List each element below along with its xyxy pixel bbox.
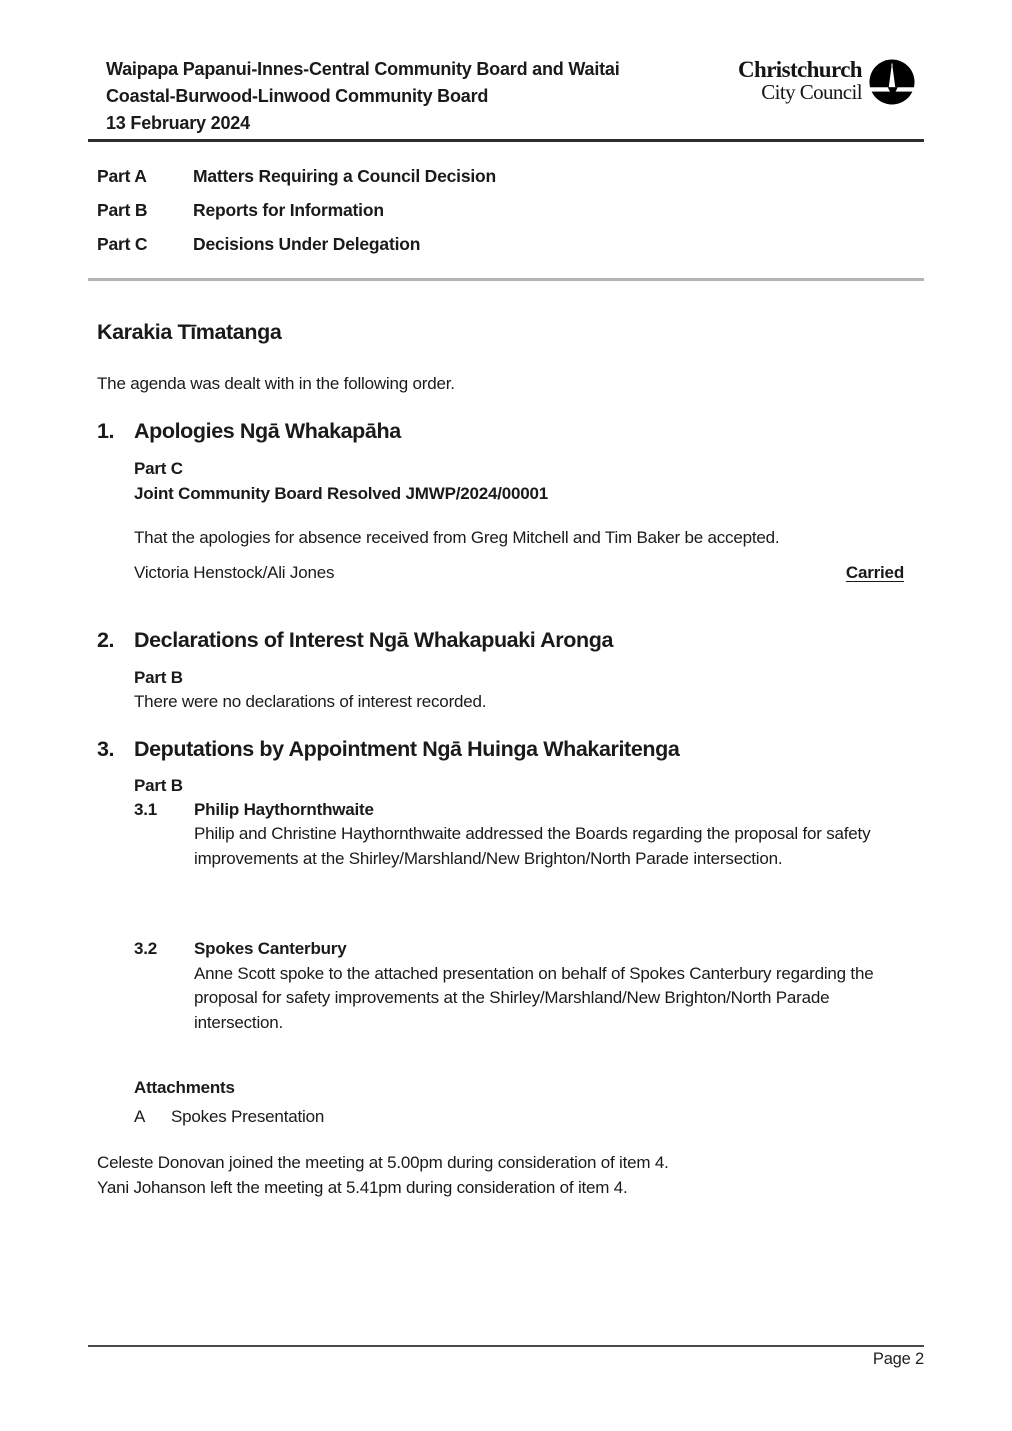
council-logo-text <box>738 59 862 103</box>
part-description: Reports for Information <box>193 200 384 220</box>
part-description: Decisions Under Delegation <box>193 234 421 254</box>
section-3-heading <box>97 736 915 762</box>
resolution-reference: Joint Community Board Resolved JMWP/2024/00001 <box>134 483 549 503</box>
resolution-result: Carried <box>845 563 904 582</box>
section-1-heading <box>97 418 915 444</box>
sub-item-title: Philip Haythornthwaite <box>194 799 374 819</box>
part-label: Part B <box>97 200 148 220</box>
part-tag: Part B <box>134 776 183 795</box>
attachments-heading: Attachments <box>134 1078 235 1097</box>
sub-item-body: Philip and Christine Haythornthwaite addressed the Boards regarding the proposal for safety improvements at the Shirley/Marshland/New Brighton/North Parade intersection. <box>194 824 871 868</box>
parts-key-row-c <box>97 234 915 254</box>
header-divider <box>88 139 924 142</box>
document-header <box>97 56 915 137</box>
meeting-note: Yani Johanson left the meeting at 5.41pm during consideration of item 4. <box>97 1178 628 1197</box>
declarations-text: There were no declarations of interest recorded. <box>134 691 487 711</box>
sub-item-number: 3.1 <box>134 799 158 819</box>
agenda-order-note: The agenda was dealt with in the following order. <box>97 374 455 393</box>
section-declarations <box>97 627 915 713</box>
page-footer <box>88 1345 924 1370</box>
part-label: Part A <box>97 166 147 186</box>
section-number: 1. <box>97 419 115 443</box>
logo-text-city-council: City Council <box>761 80 862 104</box>
section-deputations <box>97 736 915 1129</box>
council-crest-icon <box>869 59 915 110</box>
mover-row <box>134 560 915 585</box>
sub-item-body: Anne Scott spoke to the attached presentation on behalf of Spokes Canterbury regarding the proposal for safety improvements at the Shirley/Marshland/New Brighton/North Parade intersection. <box>194 963 874 1032</box>
section-number: 3. <box>97 737 115 761</box>
part-description: Matters Requiring a Council Decision <box>193 166 496 186</box>
logo-text-christchurch: Christchurch <box>738 57 862 82</box>
section-divider <box>88 278 924 281</box>
parts-key <box>97 166 915 254</box>
council-logo <box>738 59 915 110</box>
meeting-note: Celeste Donovan joined the meeting at 5.00pm during consideration of item 4. <box>97 1153 669 1172</box>
sub-item-content <box>194 937 915 1035</box>
section-apologies <box>97 418 915 585</box>
resolution-text: That the apologies for absence received from Greg Mitchell and Tim Baker be accepted. <box>134 528 780 547</box>
deputation-item-3-2 <box>134 937 915 1035</box>
part-tag: Part B <box>134 668 183 687</box>
meeting-notes <box>97 1150 915 1200</box>
parts-key-row-a <box>97 166 915 186</box>
board-title-line1: Waipapa Papanui-Innes-Central Community Board and Waitai <box>106 59 620 79</box>
section-title: Deputations by Appointment Ngā Huinga Whakaritenga <box>134 737 680 761</box>
part-tag: Part C <box>134 459 183 478</box>
section-title: Declarations of Interest Ngā Whakapuaki Aronga <box>134 628 613 652</box>
part-label: Part C <box>97 234 148 254</box>
board-title-block <box>106 56 620 137</box>
movers: Victoria Henstock/Ali Jones <box>134 563 335 582</box>
section-number: 2. <box>97 628 115 652</box>
attachment-item <box>134 1105 915 1129</box>
attachment-title: Spokes Presentation <box>171 1107 325 1126</box>
section-2-heading <box>97 627 915 653</box>
karakia-heading: Karakia Tīmatanga <box>97 320 282 344</box>
sub-item-number: 3.2 <box>134 939 158 958</box>
sub-item-content <box>194 798 915 872</box>
board-title-line2: Coastal-Burwood-Linwood Community Board <box>106 86 489 106</box>
sub-item-title: Spokes Canterbury <box>194 939 347 958</box>
parts-key-row-b <box>97 200 915 220</box>
section-1-resolution-block <box>134 457 915 506</box>
meeting-date: 13 February 2024 <box>106 113 250 133</box>
page-number: Page 2 <box>872 1350 924 1368</box>
section-title: Apologies Ngā Whakapāha <box>134 419 401 443</box>
attachment-letter: A <box>134 1107 146 1126</box>
deputation-item-3-1 <box>134 798 915 872</box>
